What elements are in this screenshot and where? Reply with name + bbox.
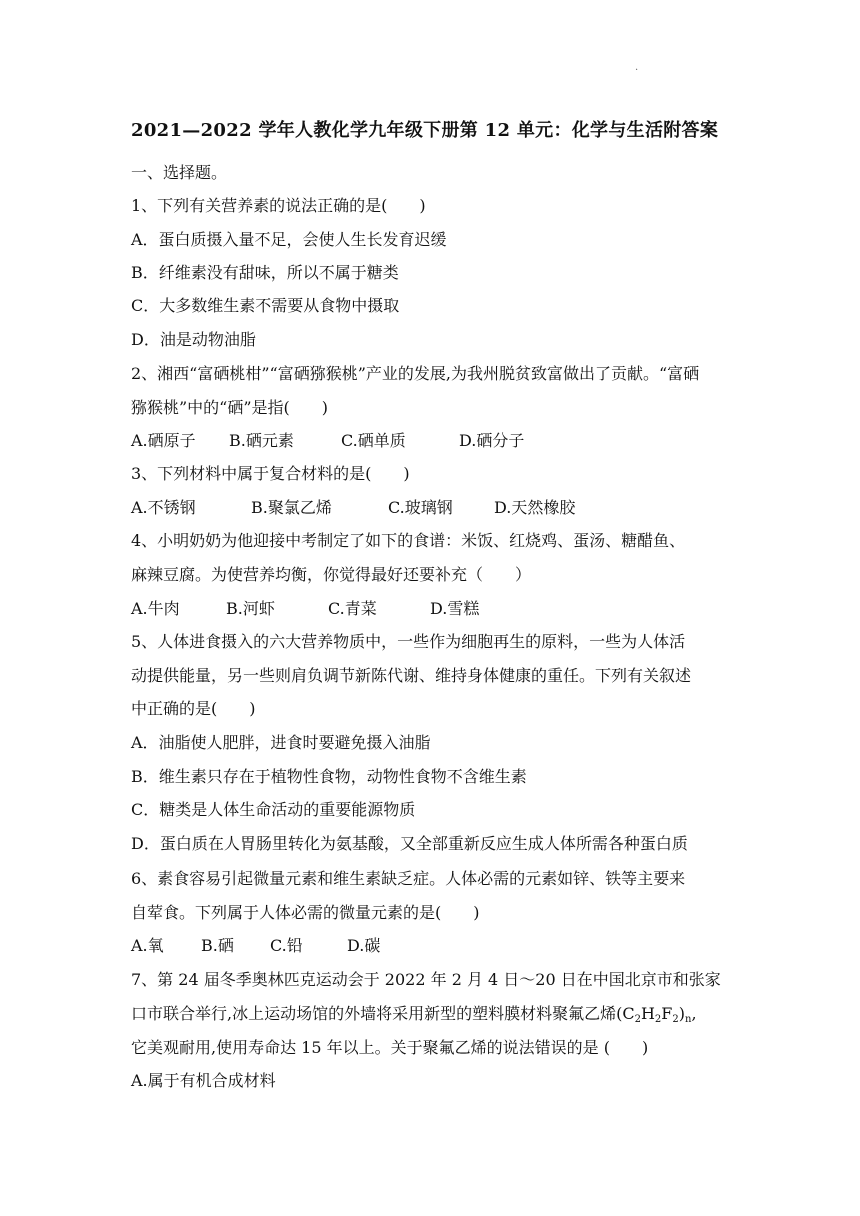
question-3-option-a: A.不锈钢	[131, 498, 196, 517]
question-4-stem-line-1: 4、小明奶奶为他迎接中考制定了如下的食谱：米饭、红烧鸡、蛋汤、糖醋鱼、	[131, 531, 686, 550]
question-5-stem-line-1: 5、人体进食摄入的六大营养物质中，一些作为细胞再生的原料，一些为人体活	[131, 632, 686, 651]
question-7-stem-line-2	[131, 1001, 697, 1024]
question-6-option-d: D.碳	[347, 936, 381, 955]
question-4-option-c: C.青菜	[328, 599, 377, 618]
question-6-option-c: C.铅	[270, 936, 303, 955]
question-1-stem: 1、下列有关营养素的说法正确的是( )	[131, 196, 426, 215]
question-2-stem-line-1: 2、湘西“富硒桃柑”“富硒猕猴桃”产业的发展,为我州脱贫致富做出了贡献。“富硒	[131, 364, 700, 383]
question-3-option-b: B.聚氯乙烯	[251, 498, 332, 517]
question-7-stem-text: 口市联合举行,冰上运动场馆的外墙将采用新型的塑料膜材料聚氟乙烯(C	[131, 1004, 635, 1023]
formula-element: H	[640, 1004, 655, 1023]
question-3-options	[131, 495, 575, 518]
question-2-option-b: B.硒元素	[229, 431, 294, 450]
question-2-options	[131, 428, 524, 451]
question-7-stem-line-3: 它美观耐用,使用寿命达 15 年以上。关于聚氟乙烯的说法错误的是 ( )	[131, 1038, 649, 1057]
question-4-options	[131, 596, 479, 619]
question-7-option-a: A.属于有机合成材料	[131, 1071, 276, 1090]
question-4-stem-line-2: 麻辣豆腐。为使营养均衡，你觉得最好还要补充（ ）	[131, 565, 532, 584]
header-dot: .	[635, 62, 639, 73]
question-4-option-b: B.河虾	[226, 599, 275, 618]
formula-subscript: 2	[654, 1014, 662, 1025]
question-6-options	[131, 933, 380, 956]
question-1-option-b: B．纤维素没有甜味，所以不属于糖类	[131, 263, 399, 282]
question-7-stem-text: ,	[691, 1004, 697, 1023]
question-2-option-a: A.硒原子	[131, 431, 196, 450]
section-heading: 一、选择题。	[131, 163, 228, 182]
question-2-stem-line-2: 猕猴桃”中的“硒”是指( )	[131, 398, 329, 417]
question-7-stem-line-1: 7、第 24 届冬季奥林匹克运动会于 2022 年 2 月 4 日～20 日在中国北京市和张家	[131, 970, 721, 989]
question-5-stem-line-3: 中正确的是( )	[131, 699, 256, 718]
question-2-option-c: C.硒单质	[341, 431, 406, 450]
formula-subscript: 2	[634, 1014, 641, 1025]
question-1-option-c: C．大多数维生素不需要从食物中摄取	[131, 296, 400, 315]
question-2-option-d: D.硒分子	[459, 431, 525, 450]
formula-bracket: )	[678, 1004, 686, 1023]
question-3-option-d: D.天然橡胶	[494, 498, 576, 517]
question-4-option-a: A.牛肉	[131, 599, 180, 618]
question-4-option-d: D.雪糕	[430, 599, 480, 618]
question-6-stem-line-2: 自荤食。下列属于人体必需的微量元素的是( )	[131, 903, 480, 922]
question-3-option-c: C.玻璃钢	[388, 498, 453, 517]
question-3-stem: 3、下列材料中属于复合材料的是( )	[131, 464, 410, 483]
formula-element: F	[661, 1004, 673, 1023]
question-1-option-d: D．油是动物油脂	[131, 330, 256, 349]
formula-subscript: 2	[672, 1014, 679, 1025]
question-5-stem-line-2: 动提供能量，另一些则肩负调节新陈代谢、维持身体健康的重任。下列有关叙述	[131, 666, 692, 685]
question-5-option-b: B．维生素只存在于植物性食物，动物性食物不含维生素	[131, 767, 527, 786]
question-6-stem-line-1: 6、素食容易引起微量元素和维生素缺乏症。人体必需的元素如锌、铁等主要来	[131, 869, 686, 888]
question-6-option-b: B.硒	[201, 936, 234, 955]
question-5-option-d: D．蛋白质在人胃肠里转化为氨基酸，又全部重新反应生成人体所需各种蛋白质	[131, 834, 688, 853]
formula-subscript: n	[685, 1014, 692, 1025]
question-6-option-a: A.氧	[131, 936, 164, 955]
question-1-option-a: A．蛋白质摄入量不足，会使人生长发育迟缓	[131, 230, 447, 249]
question-5-option-a: A．油脂使人肥胖，进食时要避免摄入油脂	[131, 733, 431, 752]
page-title: 2021—2022 学年人教化学九年级下册第 12 单元：化学与生活附答案	[131, 120, 719, 141]
question-5-option-c: C．糖类是人体生命活动的重要能源物质	[131, 800, 416, 819]
